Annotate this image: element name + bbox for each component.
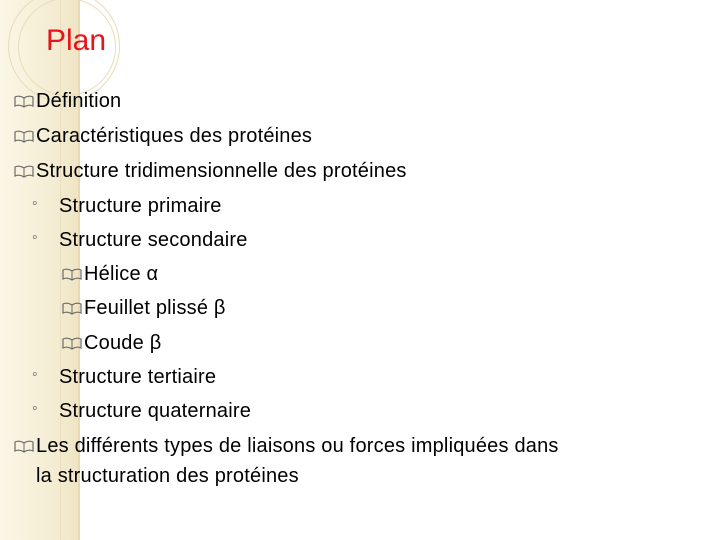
sub-bullet-item <box>32 195 222 218</box>
sub-bullet-item <box>32 400 252 423</box>
open-book-icon <box>14 94 34 108</box>
circle-bullet: ◦ <box>32 195 38 212</box>
sub-sub-bullet-item <box>84 263 158 286</box>
item-text: Caractéristiques des protéines <box>36 125 313 147</box>
item-text: Les différents types de liaisons ou forces impliquées dans <box>36 435 559 457</box>
circle-bullet: ◦ <box>32 400 38 417</box>
open-book-icon <box>14 164 34 178</box>
sub-sub-bullet-item <box>84 332 161 355</box>
open-book-icon <box>62 336 82 350</box>
circle-bullet: ◦ <box>32 229 38 246</box>
sub-bullet-item <box>32 366 217 389</box>
open-book-icon <box>62 301 82 315</box>
circle-bullet: ◦ <box>32 366 38 383</box>
item-text: Définition <box>36 90 122 112</box>
item-text: Coude β <box>84 332 162 354</box>
open-book-icon <box>14 439 34 453</box>
bullet-item <box>36 90 121 113</box>
slide-title: Plan <box>46 24 107 57</box>
sub-bullet-item <box>32 229 248 252</box>
item-text: la structuration des protéines <box>36 465 299 487</box>
item-text: Structure quaternaire <box>59 400 252 422</box>
open-book-icon <box>14 129 34 143</box>
item-text: Structure tridimensionnelle des protéines <box>36 160 407 182</box>
item-text: Structure tertiaire <box>59 366 217 388</box>
item-text: Feuillet plissé β <box>84 297 226 319</box>
decorative-line <box>60 0 61 540</box>
item-text: Structure secondaire <box>59 229 248 251</box>
item-text: Hélice α <box>84 263 159 285</box>
open-book-icon <box>62 267 82 281</box>
bullet-item <box>36 435 559 458</box>
sub-sub-bullet-item <box>84 297 226 320</box>
bullet-item-continuation <box>36 465 299 488</box>
bullet-item <box>36 160 407 183</box>
bullet-item <box>36 125 312 148</box>
item-text: Structure primaire <box>59 195 222 217</box>
